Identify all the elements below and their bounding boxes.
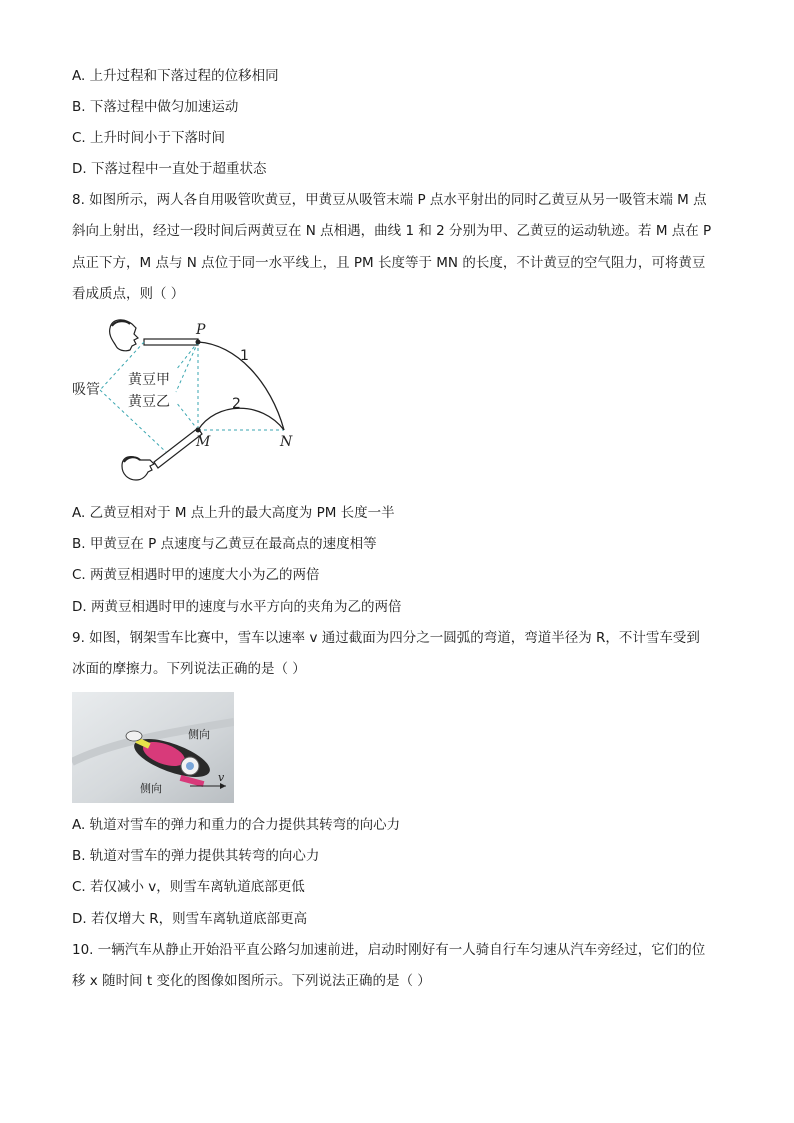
- q9-stem-line: 冰面的摩擦力。下列说法正确的是（ ）: [72, 661, 306, 677]
- straw-top: [144, 339, 198, 345]
- point-p: [196, 340, 201, 345]
- q8-stem-line: 斜向上射出，经过一段时间后两黄豆在 N 点相遇，曲线 1 和 2 分别为甲、乙黄豆的运动轨迹。若 M 点在 P: [72, 223, 712, 239]
- q8-stem-line: 点正下方，M 点与 N 点位于同一水平线上，且 PM 长度等于 MN 的长度，不计黄豆的空气阻力，可将黄豆: [72, 255, 706, 271]
- q8-option-d: D. 两黄豆相遇时甲的速度与水平方向的夹角为乙的两倍: [72, 599, 402, 615]
- label-curve-1: 1: [240, 348, 249, 364]
- q9-option-a: A. 轨道对雪车的弹力和重力的合力提供其转弯的向心力: [72, 817, 401, 833]
- label-v: v: [218, 771, 225, 784]
- label-bean-b: 黄豆乙: [128, 394, 170, 410]
- q7-option-a: A. 上升过程和下落过程的位移相同: [72, 68, 279, 84]
- q10-stem-line: 移 x 随时间 t 变化的图像如图所示。下列说法正确的是（ ）: [72, 973, 431, 989]
- label-side-bottom: 侧向: [140, 782, 162, 795]
- person-bottom-icon: [122, 457, 154, 480]
- label-side-top: 侧向: [188, 728, 210, 741]
- q8-stem-line: 看成质点，则（ ）: [72, 286, 185, 302]
- q7-option-c: C. 上升时间小于下落时间: [72, 130, 226, 146]
- q8-figure: [66, 312, 306, 492]
- q9-option-d: D. 若仅增大 R，则雪车离轨道底部更高: [72, 911, 308, 927]
- trajectory-2: [198, 408, 284, 430]
- label-curve-2: 2: [232, 396, 241, 412]
- q7-option-d: D. 下落过程中一直处于超重状态: [72, 161, 267, 177]
- q9-option-b: B. 轨道对雪车的弹力提供其转弯的向心力: [72, 848, 320, 864]
- q7-option-b: B. 下落过程中做匀加速运动: [72, 99, 239, 115]
- label-m: M: [196, 434, 211, 450]
- q8-option-a: A. 乙黄豆相对于 M 点上升的最大高度为 PM 长度一半: [72, 505, 395, 521]
- q8-option-b: B. 甲黄豆在 P 点速度与乙黄豆在最高点的速度相等: [72, 536, 377, 552]
- q9-sled-photo: [72, 692, 234, 803]
- q8-option-c: C. 两黄豆相遇时甲的速度大小为乙的两倍: [72, 567, 320, 583]
- label-n: N: [280, 434, 293, 450]
- label-straw: 吸管: [72, 382, 100, 398]
- q9-stem-line: 9. 如图，钢架雪车比赛中，雪车以速率 v 通过截面为四分之一圆弧的弯道，弯道半径为 R，不计雪车受到: [72, 630, 700, 646]
- q8-stem-line: 8. 如图所示，两人各自用吸管吹黄豆，甲黄豆从吸管末端 P 点水平射出的同时乙黄豆从另一吸管末端 M 点: [72, 192, 707, 208]
- label-p: P: [196, 322, 206, 338]
- q9-option-c: C. 若仅减小 v，则雪车离轨道底部更低: [72, 879, 305, 895]
- q10-stem-line: 10. 一辆汽车从静止开始沿平直公路匀加速前进，启动时刚好有一人骑自行车匀速从汽车旁经过，它们的位: [72, 942, 706, 958]
- point-m: [196, 428, 201, 433]
- person-top-icon: [110, 320, 138, 351]
- label-bean-a: 黄豆甲: [128, 372, 170, 388]
